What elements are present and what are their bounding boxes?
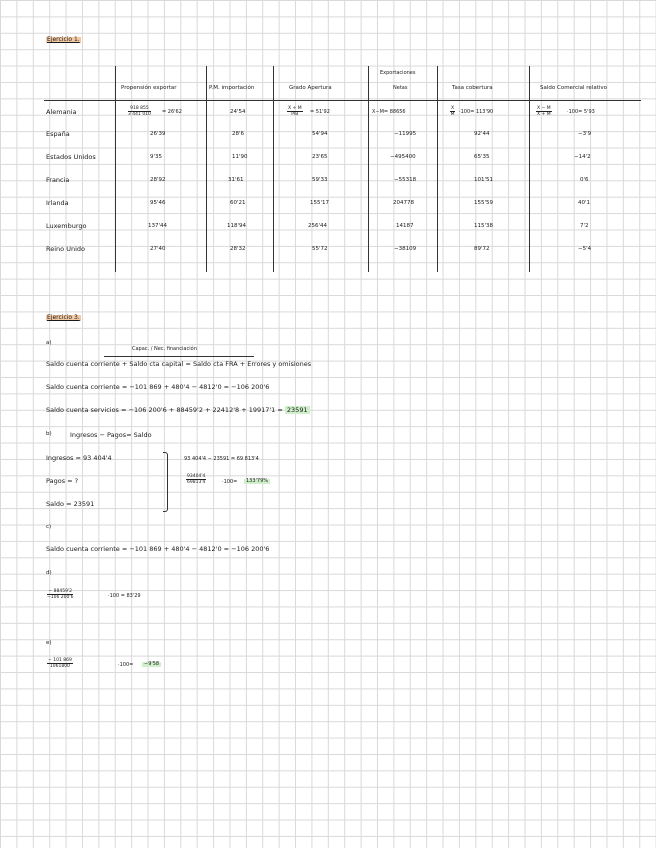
grado-fraction [287,106,303,117]
cell-netas: −38109 [394,246,417,252]
cell-netas: −11995 [394,131,417,137]
netas-value: X−M= 88656 [372,109,406,115]
part-c-label: c) [46,524,52,530]
part-b-ingresos: Ingresos = 93 404'4 [46,454,112,462]
grado-value: = 51'92 [310,109,330,115]
table-row-country: Estados Unidos [46,153,96,161]
table-row-country: España [46,130,70,138]
part-c-line: Saldo cuenta corriente = −101 869 + 480'4 − 4812'0 = −106 200'6 [46,545,270,553]
header-tasa: Tasa cobertura [452,85,493,91]
table-divider [273,66,274,272]
cell-pm: 118'94 [227,223,247,229]
prop-fraction [128,106,151,117]
part-b-result: 133'79% [246,478,269,484]
cell-pm: 28'32 [230,246,246,252]
cell-saldo: −14'2 [574,154,591,160]
cell-saldo: 7'2 [580,223,589,229]
tasa-num: X [451,106,455,111]
cell-netas: 204778 [393,200,414,206]
cell-tasa: 65'35 [474,154,490,160]
cell-grado: 55'72 [312,246,328,252]
part-b-label: b) [46,431,52,437]
cell-tasa: 115'38 [474,223,494,229]
cell-prop: 26'39 [150,131,166,137]
tasa-value: ·100= 113'90 [459,109,494,115]
part-e-fraction [47,658,73,669]
part-a-line1: Saldo cuenta corriente + Saldo cta capital = Saldo cta FRA + Errores y omisiones [46,360,312,368]
cell-saldo: 40'1 [578,200,591,206]
table-divider [206,66,207,272]
part-b-frac-mid: ·100= [222,479,238,485]
country-alemania: Alemania [46,108,77,116]
cell-saldo: 0'6 [580,177,589,183]
grado-den: PIB [291,112,299,117]
table-header-rule [44,100,641,101]
saldo-fraction [536,106,552,117]
cell-pm: 28'6 [232,131,245,137]
cell-tasa: 89'72 [474,246,490,252]
part-e-den: 1061800 [49,664,70,669]
table-divider [437,66,438,272]
part-b-saldo: Saldo = 23591 [46,500,95,508]
cell-prop: 27'40 [150,246,166,252]
part-b-frac-den: 69813'4 [187,480,206,485]
header-pm: P.M. importación [209,85,255,91]
cell-tasa: 101'51 [474,177,494,183]
table-row-country: Irlanda [46,199,69,207]
cell-prop: 28'92 [150,177,166,183]
table-divider [368,66,369,272]
part-a-annotation: Capac. / Nec. financiación [132,346,197,352]
part-d-fraction [47,589,73,600]
part-d-den: −106 200'6 [47,595,74,600]
cell-tasa: 155'59 [474,200,494,206]
part-e-num: − 101 869 [48,658,72,663]
saldo-value: ·100= 5'93 [567,109,595,115]
part-a-line3 [46,407,310,414]
table-divider [115,66,116,272]
cell-prop: 137'44 [148,223,168,229]
part-e-result: −9'58 [144,661,160,667]
grado-num: X + M [288,106,302,111]
header-netas: Netas [393,85,408,91]
cell-netas: −495400 [390,154,416,160]
cell-pm: 60'21 [230,200,246,206]
tasa-den: M [450,112,455,117]
table-row-country: Francia [46,176,70,184]
part-e-mid: ·100= [118,662,134,668]
cell-grado: 23'65 [312,154,328,160]
cell-netas: −55318 [394,177,417,183]
cell-netas: 14187 [396,223,414,229]
part-a-label: a) [46,340,52,346]
cell-grado: 54'94 [312,131,328,137]
prop-value: = 26'62 [162,109,182,115]
cell-prop: 95'46 [150,200,166,206]
table-row-country: Luxemburgo [46,222,87,230]
cell-grado: 256'44 [308,223,328,229]
header-grado: Grado Apertura [289,85,332,91]
cell-saldo: −5'4 [578,246,592,252]
part-b-heading: Ingresos − Pagos= Saldo [70,431,152,439]
part-b-frac-num: 93404'4 [187,474,206,479]
cell-pm: 11'90 [232,154,248,160]
saldo-num: X − M [537,106,551,111]
annotation-brace [104,356,254,357]
part-a-result: 23591 [286,406,308,414]
table-divider [529,66,530,272]
header-exportaciones: Exportaciones [380,70,416,76]
saldo-den: X + M [537,112,551,117]
cell-saldo: −3'9 [578,131,592,137]
ejercicio-1-title: Ejercicio 1. [47,36,80,43]
cell-prop: 9'35 [150,154,163,160]
tasa-fraction [450,106,455,117]
part-d-num: − 88459'2 [48,589,73,594]
part-e-label: e) [46,640,52,646]
table-row-country: Reino Unido [46,245,85,253]
pm-value: 24'54 [230,109,246,115]
part-d-label: d) [46,570,52,576]
part-b-fraction [186,474,206,485]
cell-grado: 155'17 [310,200,330,206]
prop-den: 3 441 010 [128,112,151,117]
part-d-result: ·100 = 83'29 [108,593,141,599]
part-b-pagos: Pagos = ? [46,477,79,485]
header-saldo: Saldo Comercial relativo [540,85,608,91]
cell-pm: 31'61 [228,177,244,183]
prop-num: 918 855 [128,106,151,112]
cell-grado: 59'33 [312,177,328,183]
part-a-line3-text: Saldo cuenta servicios = −106 200'6 + 88459'2 + 22412'8 + 19917'1 = [46,406,283,414]
header-propension: Propensión exportar [121,85,177,91]
cell-tasa: 92'44 [474,131,490,137]
part-a-line2: Saldo cuenta corriente = −101 869 + 480'4 − 4812'0 = −106 200'6 [46,383,270,391]
ejercicio-3-title: Ejercicio 3. [47,314,80,321]
part-b-calc: 93 404'4 − 23591 = 69 813'4 [184,456,259,462]
curly-brace [163,452,168,512]
